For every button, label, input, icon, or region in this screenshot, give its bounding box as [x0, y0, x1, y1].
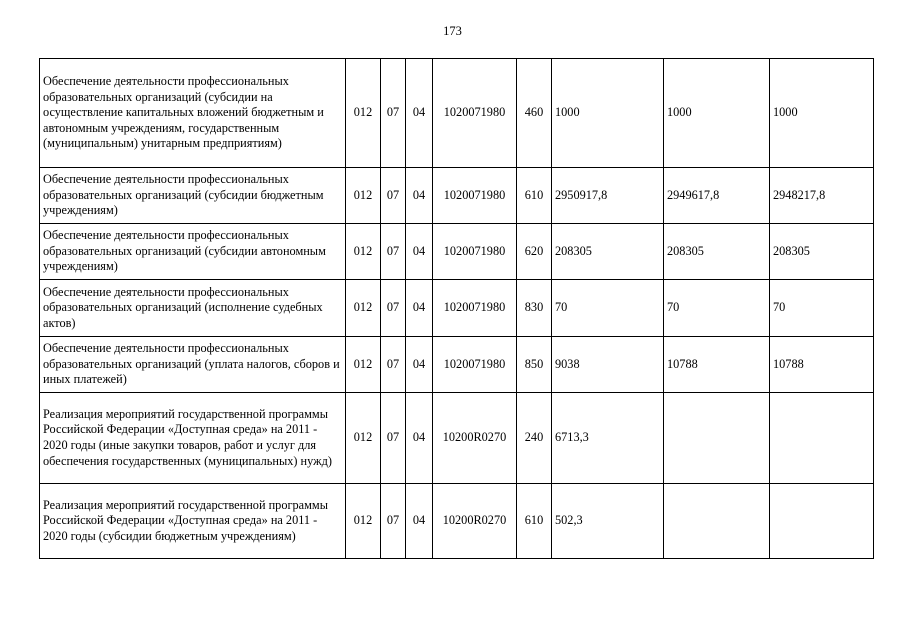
sum-year-2: 2949617,8: [664, 168, 770, 224]
expense-type-code: 240: [517, 393, 552, 484]
subsection-code: 04: [406, 393, 433, 484]
expense-type-code: 620: [517, 224, 552, 280]
sum-year-3: 1000: [770, 59, 874, 168]
section-code: 07: [381, 280, 406, 337]
sum-year-1: 208305: [552, 224, 664, 280]
sum-year-3: 10788: [770, 337, 874, 393]
ministry-code: 012: [346, 59, 381, 168]
sum-year-2: 1000: [664, 59, 770, 168]
section-code: 07: [381, 168, 406, 224]
target-code: 10200R0270: [433, 393, 517, 484]
ministry-code: 012: [346, 224, 381, 280]
subsection-code: 04: [406, 280, 433, 337]
page-number: 173: [443, 24, 462, 38]
row-name: Реализация мероприятий государственной программы Российской Федерации «Доступная среда» на 2011 - 2020 годы (субсидии бюджетным учреждениям): [40, 484, 346, 559]
row-name: Обеспечение деятельности профессиональных образовательных организаций (субсидии автономным учреждениям): [40, 224, 346, 280]
target-code: 1020071980: [433, 168, 517, 224]
target-code: 1020071980: [433, 224, 517, 280]
expense-type-code: 830: [517, 280, 552, 337]
sum-year-2: 10788: [664, 337, 770, 393]
row-name: Обеспечение деятельности профессиональных образовательных организаций (субсидии на осуществление капитальных вложений бюджетным и автономным учреждениям, государственным (муниципальным) унитарным предприятиям): [40, 59, 346, 168]
ministry-code: 012: [346, 484, 381, 559]
section-code: 07: [381, 224, 406, 280]
sum-year-2: [664, 484, 770, 559]
table-row: [40, 280, 874, 337]
section-code: 07: [381, 393, 406, 484]
sum-year-3: 70: [770, 280, 874, 337]
budget-table: [39, 58, 874, 559]
sum-year-3: [770, 484, 874, 559]
expense-type-code: 460: [517, 59, 552, 168]
sum-year-2: 208305: [664, 224, 770, 280]
target-code: 1020071980: [433, 59, 517, 168]
subsection-code: 04: [406, 224, 433, 280]
sum-year-1: 9038: [552, 337, 664, 393]
ministry-code: 012: [346, 280, 381, 337]
sum-year-1: 502,3: [552, 484, 664, 559]
row-name: Обеспечение деятельности профессиональных образовательных организаций (уплата налогов, сборов и иных платежей): [40, 337, 346, 393]
ministry-code: 012: [346, 393, 381, 484]
table-row: [40, 337, 874, 393]
sum-year-1: 6713,3: [552, 393, 664, 484]
expense-type-code: 610: [517, 168, 552, 224]
table-row: [40, 393, 874, 484]
target-code: 1020071980: [433, 280, 517, 337]
target-code: 1020071980: [433, 337, 517, 393]
sum-year-1: 1000: [552, 59, 664, 168]
row-name: Обеспечение деятельности профессиональных образовательных организаций (исполнение судебных актов): [40, 280, 346, 337]
ministry-code: 012: [346, 168, 381, 224]
section-code: 07: [381, 59, 406, 168]
table-row: [40, 484, 874, 559]
sum-year-3: 208305: [770, 224, 874, 280]
row-name: Обеспечение деятельности профессиональных образовательных организаций (субсидии бюджетным учреждениям): [40, 168, 346, 224]
table-row: [40, 59, 874, 168]
table-row: [40, 224, 874, 280]
sum-year-2: [664, 393, 770, 484]
section-code: 07: [381, 337, 406, 393]
subsection-code: 04: [406, 59, 433, 168]
sum-year-1: 70: [552, 280, 664, 337]
ministry-code: 012: [346, 337, 381, 393]
section-code: 07: [381, 484, 406, 559]
subsection-code: 04: [406, 337, 433, 393]
expense-type-code: 610: [517, 484, 552, 559]
sum-year-3: [770, 393, 874, 484]
row-name: Реализация мероприятий государственной программы Российской Федерации «Доступная среда» на 2011 - 2020 годы (иные закупки товаров, работ и услуг для обеспечения государственных (муниципальных) нужд): [40, 393, 346, 484]
sum-year-2: 70: [664, 280, 770, 337]
expense-type-code: 850: [517, 337, 552, 393]
table-row: [40, 168, 874, 224]
sum-year-3: 2948217,8: [770, 168, 874, 224]
subsection-code: 04: [406, 168, 433, 224]
target-code: 10200R0270: [433, 484, 517, 559]
sum-year-1: 2950917,8: [552, 168, 664, 224]
subsection-code: 04: [406, 484, 433, 559]
